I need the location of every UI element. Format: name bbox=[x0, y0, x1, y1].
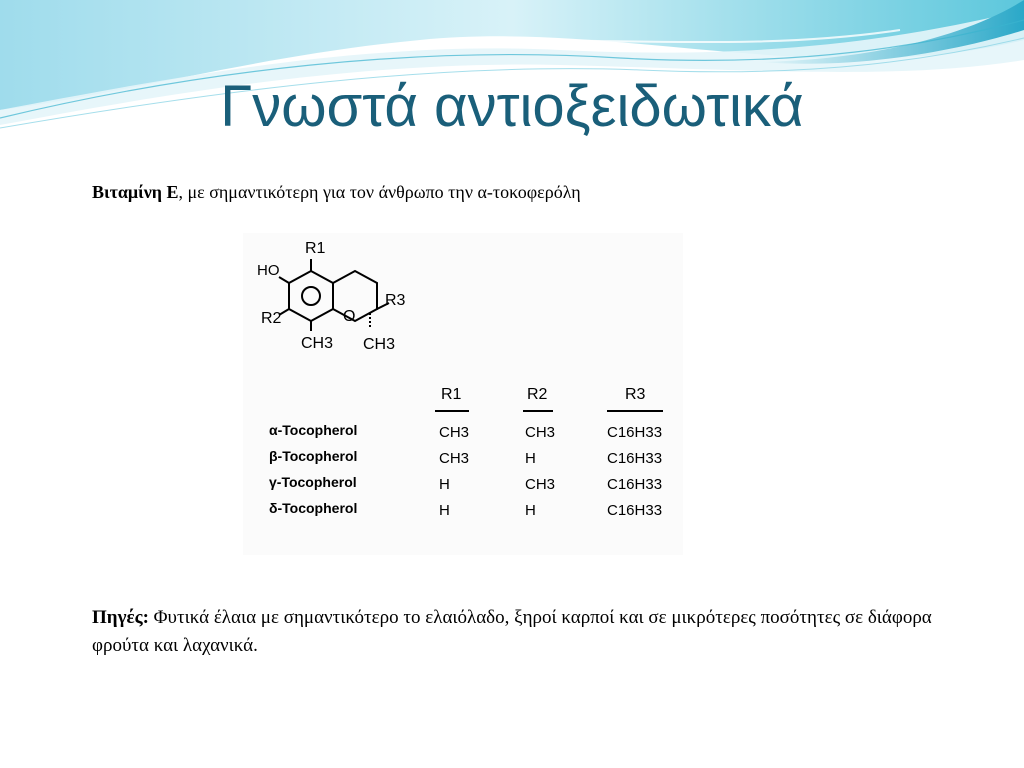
table-row bbox=[269, 500, 662, 519]
label-ch3-left: CH3 bbox=[301, 335, 334, 352]
row-r3: C16H33 bbox=[607, 502, 663, 519]
label-o: O bbox=[343, 308, 356, 325]
row-r2: CH3 bbox=[525, 476, 556, 493]
sources-label: Πηγές: bbox=[92, 607, 149, 628]
tocopherol-figure bbox=[243, 233, 683, 555]
header-r3: R3 bbox=[625, 386, 646, 403]
row-name: γ-Tocopherol bbox=[269, 474, 357, 490]
header-r2: R2 bbox=[527, 386, 548, 403]
tocopherol-structure-svg bbox=[243, 233, 683, 555]
benzene-ring bbox=[279, 259, 389, 331]
row-r3: C16H33 bbox=[607, 424, 663, 441]
header-r1: R1 bbox=[441, 386, 462, 403]
intro-description: , με σημαντικότερη για τον άνθρωπο την α-τοκοφερόλη bbox=[178, 182, 581, 202]
row-name: δ-Tocopherol bbox=[269, 500, 358, 516]
table-header bbox=[435, 386, 663, 411]
row-name: β-Tocopherol bbox=[269, 448, 358, 464]
row-r3: C16H33 bbox=[607, 450, 663, 467]
label-r1: R1 bbox=[305, 240, 326, 257]
row-r3: C16H33 bbox=[607, 476, 663, 493]
sources-paragraph bbox=[92, 604, 932, 660]
row-r2: CH3 bbox=[525, 424, 556, 441]
table-row bbox=[269, 474, 662, 493]
row-r1: H bbox=[439, 502, 450, 519]
vitamin-e-label: Βιταμίνη Ε bbox=[92, 182, 179, 202]
row-r1: CH3 bbox=[439, 450, 470, 467]
row-r2: H bbox=[525, 502, 536, 519]
intro-text bbox=[92, 182, 581, 203]
table-row bbox=[269, 448, 662, 467]
row-name: α-Tocopherol bbox=[269, 422, 358, 438]
slide-title: Γνωστά αντιοξειδωτικά bbox=[220, 74, 804, 139]
row-r1: CH3 bbox=[439, 424, 470, 441]
label-ho: HO bbox=[257, 262, 280, 279]
sources-text: Φυτικά έλαια με σημαντικότερο το ελαιόλαδο, ξηροί καρποί και σε μικρότερες ποσότητες σε διάφορα φρούτα και λαχανικά. bbox=[92, 607, 932, 656]
row-r2: H bbox=[525, 450, 536, 467]
row-r1: H bbox=[439, 476, 450, 493]
table-row bbox=[269, 422, 662, 441]
label-r2: R2 bbox=[261, 310, 282, 327]
label-ch3-right: CH3 bbox=[363, 336, 396, 353]
label-r3: R3 bbox=[385, 292, 406, 309]
